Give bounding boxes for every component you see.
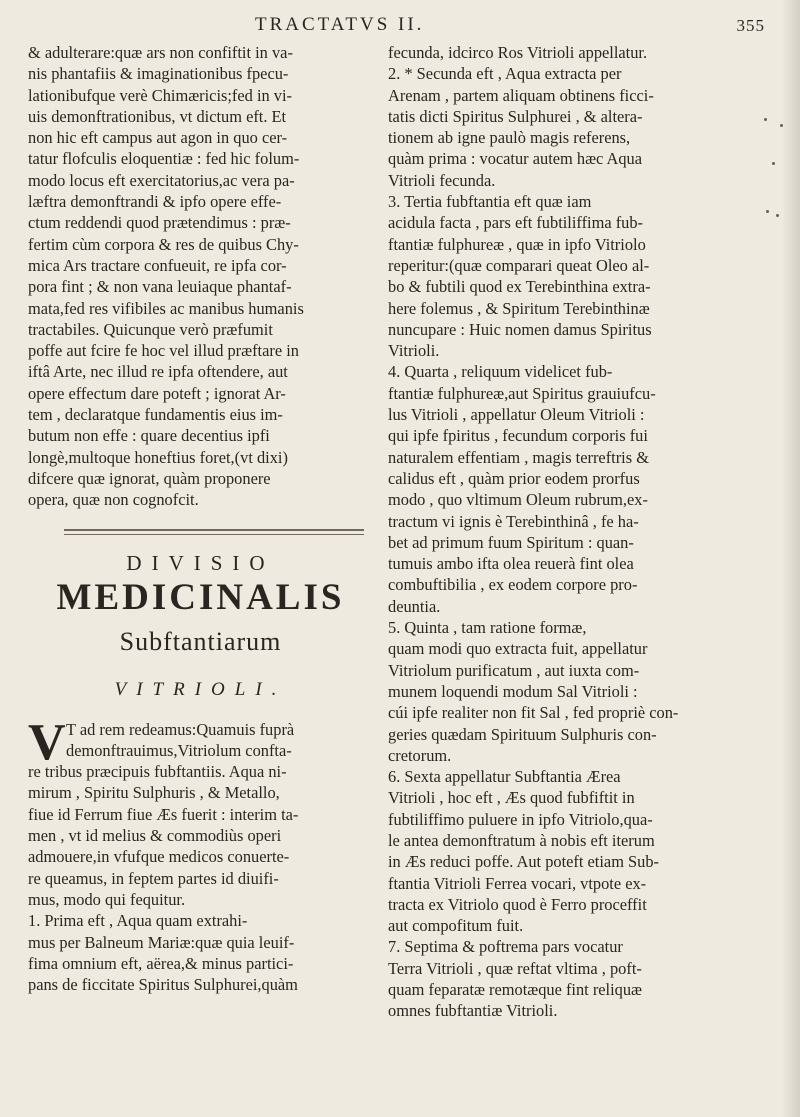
section-body bbox=[28, 713, 373, 996]
text-line: demonftrauimus,Vitriolum confta- bbox=[66, 740, 292, 760]
text-line: butum non effe : quare decentius ipfi bbox=[28, 426, 270, 446]
ink-spot bbox=[772, 162, 775, 165]
text-line: fertim cùm corpora & res de quibus Chy- bbox=[28, 234, 299, 254]
text-line: pora fint ; & non vana leuiaque phantaf- bbox=[28, 277, 292, 297]
text-line: poffe aut fcire fe hoc vel illud præftare in bbox=[28, 341, 299, 361]
text-line: Arenam , partem aliquam obtinens ficci- bbox=[388, 85, 654, 105]
text-line: reperitur:(quæ comparari queat Oleo al- bbox=[388, 255, 650, 275]
text-line: qui ipfe fpiritus , fecundum corporis fui bbox=[388, 426, 648, 446]
heading-vitrioli: VITRIOLI. bbox=[114, 678, 287, 700]
text-line: le antea demonftratum à nobis eft iterum bbox=[388, 830, 655, 850]
text-line: cretorum. bbox=[388, 745, 452, 765]
section-text-block bbox=[28, 713, 373, 996]
text-line: tractabiles. Quicunque verò præfumit bbox=[28, 319, 273, 339]
text-line: Terra Vitrioli , quæ reftat vltima , poft- bbox=[388, 958, 642, 978]
text-line: fubtiliffimo puluere in ipfo Vitriolo,qua- bbox=[388, 809, 653, 829]
text-line: fima omnium eft, aërea,& minus partici- bbox=[28, 953, 294, 973]
text-line: mica Ars tractare confueuit, re ipfa cor- bbox=[28, 255, 287, 275]
text-line: naturalem effentiam , magis terreftris & bbox=[388, 447, 649, 467]
text-line: bo & fubtili quod ex Terebinthina extra- bbox=[388, 277, 651, 297]
text-line: tractum vi ignis è Terebinthinâ , fe ha- bbox=[388, 511, 639, 531]
text-line: modo , quo vltimum Oleum rubrum,ex- bbox=[388, 490, 648, 510]
text-line: Vitrioli fecunda. bbox=[388, 170, 496, 190]
text-line: ftantiæ fulphureæ,aut Spiritus grauiufcu- bbox=[388, 383, 656, 403]
text-line: munem loquendi modum Sal Vitrioli : bbox=[388, 681, 638, 701]
text-line: 3. Tertia fubftantia eft quæ iam bbox=[388, 192, 592, 212]
text-line: 4. Quarta , reliquum videlicet fub- bbox=[388, 362, 613, 382]
text-line: tem , declaratque fundamentis eius im- bbox=[28, 405, 283, 425]
text-line: mata,fed res vifibiles ac manibus humanis bbox=[28, 298, 304, 318]
running-head bbox=[255, 14, 765, 36]
text-line: bet ad primum fuum Spiritum : quan- bbox=[388, 532, 634, 552]
text-line: Vitriolum purificatum , aut iuxta com- bbox=[388, 660, 640, 680]
text-line: 2. * Secunda eft , Aqua extracta per bbox=[388, 64, 622, 84]
section-divider-rule bbox=[64, 529, 364, 535]
text-line: 1. Prima eft , Aqua quam extrahi- bbox=[28, 911, 248, 931]
heading-divisio: DIVISIO bbox=[126, 550, 275, 575]
text-line: modo locus eft exercitatorius,ac vera pa- bbox=[28, 170, 295, 190]
text-line: tumuis ambo ifta olea reuerà fint olea bbox=[388, 554, 634, 574]
text-line: non hic eft campus aut agon in quo cer- bbox=[28, 128, 288, 148]
text-line: omnes fubftantiæ Vitrioli. bbox=[388, 1001, 558, 1021]
running-head-title: TRACTATVS II. bbox=[255, 14, 425, 35]
text-line: fecunda, idcirco Ros Vitrioli appellatur. bbox=[388, 43, 648, 62]
text-line: admouere,in vfufque medicos conuerte- bbox=[28, 847, 290, 867]
text-line: læftra demonftrandi & ipfo opere effe- bbox=[28, 192, 282, 212]
text-line: opera, quæ non cognofcit. bbox=[28, 490, 199, 510]
text-line: acidula facta , pars eft fubtiliffima fub- bbox=[388, 213, 644, 233]
text-line: mus, modo qui fequitur. bbox=[28, 889, 186, 909]
text-line: longè,multoque honeftius foret,(vt dixi) bbox=[28, 447, 288, 467]
text-line: lus Vitrioli , appellatur Oleum Vitrioli : bbox=[388, 405, 645, 425]
right-column bbox=[388, 42, 768, 1022]
text-line: re tribus præcipuis fubftantiis. Aqua ni- bbox=[28, 762, 287, 782]
text-line: T ad rem redeamus:Quamuis fuprà bbox=[66, 719, 295, 739]
text-line: re queamus, in feptem partes id diuifi- bbox=[28, 868, 279, 888]
text-line: difcere quæ ignorat, quàm proponere bbox=[28, 468, 271, 488]
text-line: in Æs reduci poffe. Aut poteft etiam Sub- bbox=[388, 852, 660, 872]
text-line: opere effectum dare poteft ; ignorat Ar- bbox=[28, 383, 286, 403]
ink-spot bbox=[764, 118, 767, 121]
text-line: tatis dicti Spiritus Sulphurei , & altera- bbox=[388, 106, 643, 126]
text-line: tatur flofculis eloquentiæ : fed hic folum- bbox=[28, 149, 300, 169]
left-text-block bbox=[28, 42, 373, 511]
text-line: cúi ipfe realiter non fit Sal , fed propriè con- bbox=[388, 703, 679, 723]
text-line: pans de ficcitate Spiritus Sulphurei,quàm bbox=[28, 975, 298, 995]
text-line: lationibufque verè Chimæricis;fed in vi- bbox=[28, 85, 293, 105]
left-column bbox=[28, 42, 373, 995]
ink-spot bbox=[776, 214, 779, 217]
drop-cap-letter: V bbox=[28, 713, 66, 771]
ink-spot bbox=[766, 210, 769, 213]
text-line: ctum reddendi quod prætendimus : præ- bbox=[28, 213, 291, 233]
text-line: tionem ab igne paulò magis referens, bbox=[388, 128, 631, 148]
text-line: calidus eft , quàm prior eodem prorfus bbox=[388, 468, 640, 488]
text-line: fiue id Ferrum fiue Æs fuerit : interim ta- bbox=[28, 804, 299, 824]
text-line: combuftibilia , ex eodem corpore pro- bbox=[388, 575, 638, 595]
text-line: men , vt id melius & commodiùs operi bbox=[28, 826, 282, 846]
text-line: nuncupare : Huic nomen damus Spiritus bbox=[388, 319, 652, 339]
text-line: deuntia. bbox=[388, 596, 441, 616]
text-line: geries quædam Spirituum Sulphuris con- bbox=[388, 724, 657, 744]
text-line: uis demonftrationibus, vt dictum eft. Et bbox=[28, 106, 287, 126]
text-line: quàm prima : vocatur autem hæc Aqua bbox=[388, 149, 642, 169]
text-line: nis phantafiis & imaginationibus fpecu- bbox=[28, 64, 289, 84]
text-line: Vitrioli , hoc eft , Æs quod fubfiftit in bbox=[388, 788, 635, 808]
text-line: tracta ex Vitriolo quod è Ferro proceffit bbox=[388, 894, 647, 914]
text-line: & adulterare:quæ ars non confiftit in va- bbox=[28, 43, 293, 62]
text-line: ftantiæ fulphureæ , quæ in ipfo Vitriolo bbox=[388, 234, 646, 254]
text-line: aut compofitum fuit. bbox=[388, 916, 524, 936]
heading-substantiarum: Subftantiarum bbox=[119, 626, 282, 656]
text-line: 5. Quinta , tam ratione formæ, bbox=[388, 618, 587, 638]
text-line: mirum , Spiritu Sulphuris , & Metallo, bbox=[28, 783, 280, 803]
text-line: quam modi quo extracta fuit, appellatur bbox=[388, 639, 648, 659]
right-text-block bbox=[388, 42, 768, 1022]
text-line: 7. Septima & poftrema pars vocatur bbox=[388, 937, 623, 957]
text-line: mus per Balneum Mariæ:quæ quia leuif- bbox=[28, 932, 295, 952]
page-number: 355 bbox=[736, 16, 765, 35]
text-line: 6. Sexta appellatur Subftantia Ærea bbox=[388, 767, 621, 787]
text-line: Vitrioli. bbox=[388, 341, 440, 361]
page-edge-shadow bbox=[782, 0, 800, 1117]
text-line: quam feparatæ remotæque fint reliquæ bbox=[388, 980, 642, 1000]
text-line: iftâ Arte, nec illud re ipfa oftendere, aut bbox=[28, 362, 288, 382]
heading-medicinalis: MEDICINALIS bbox=[56, 576, 345, 618]
text-line: ftantia Vitrioli Ferrea vocari, vtpote ex- bbox=[388, 873, 647, 893]
text-line: here folemus , & Spiritum Terebinthinæ bbox=[388, 298, 650, 318]
